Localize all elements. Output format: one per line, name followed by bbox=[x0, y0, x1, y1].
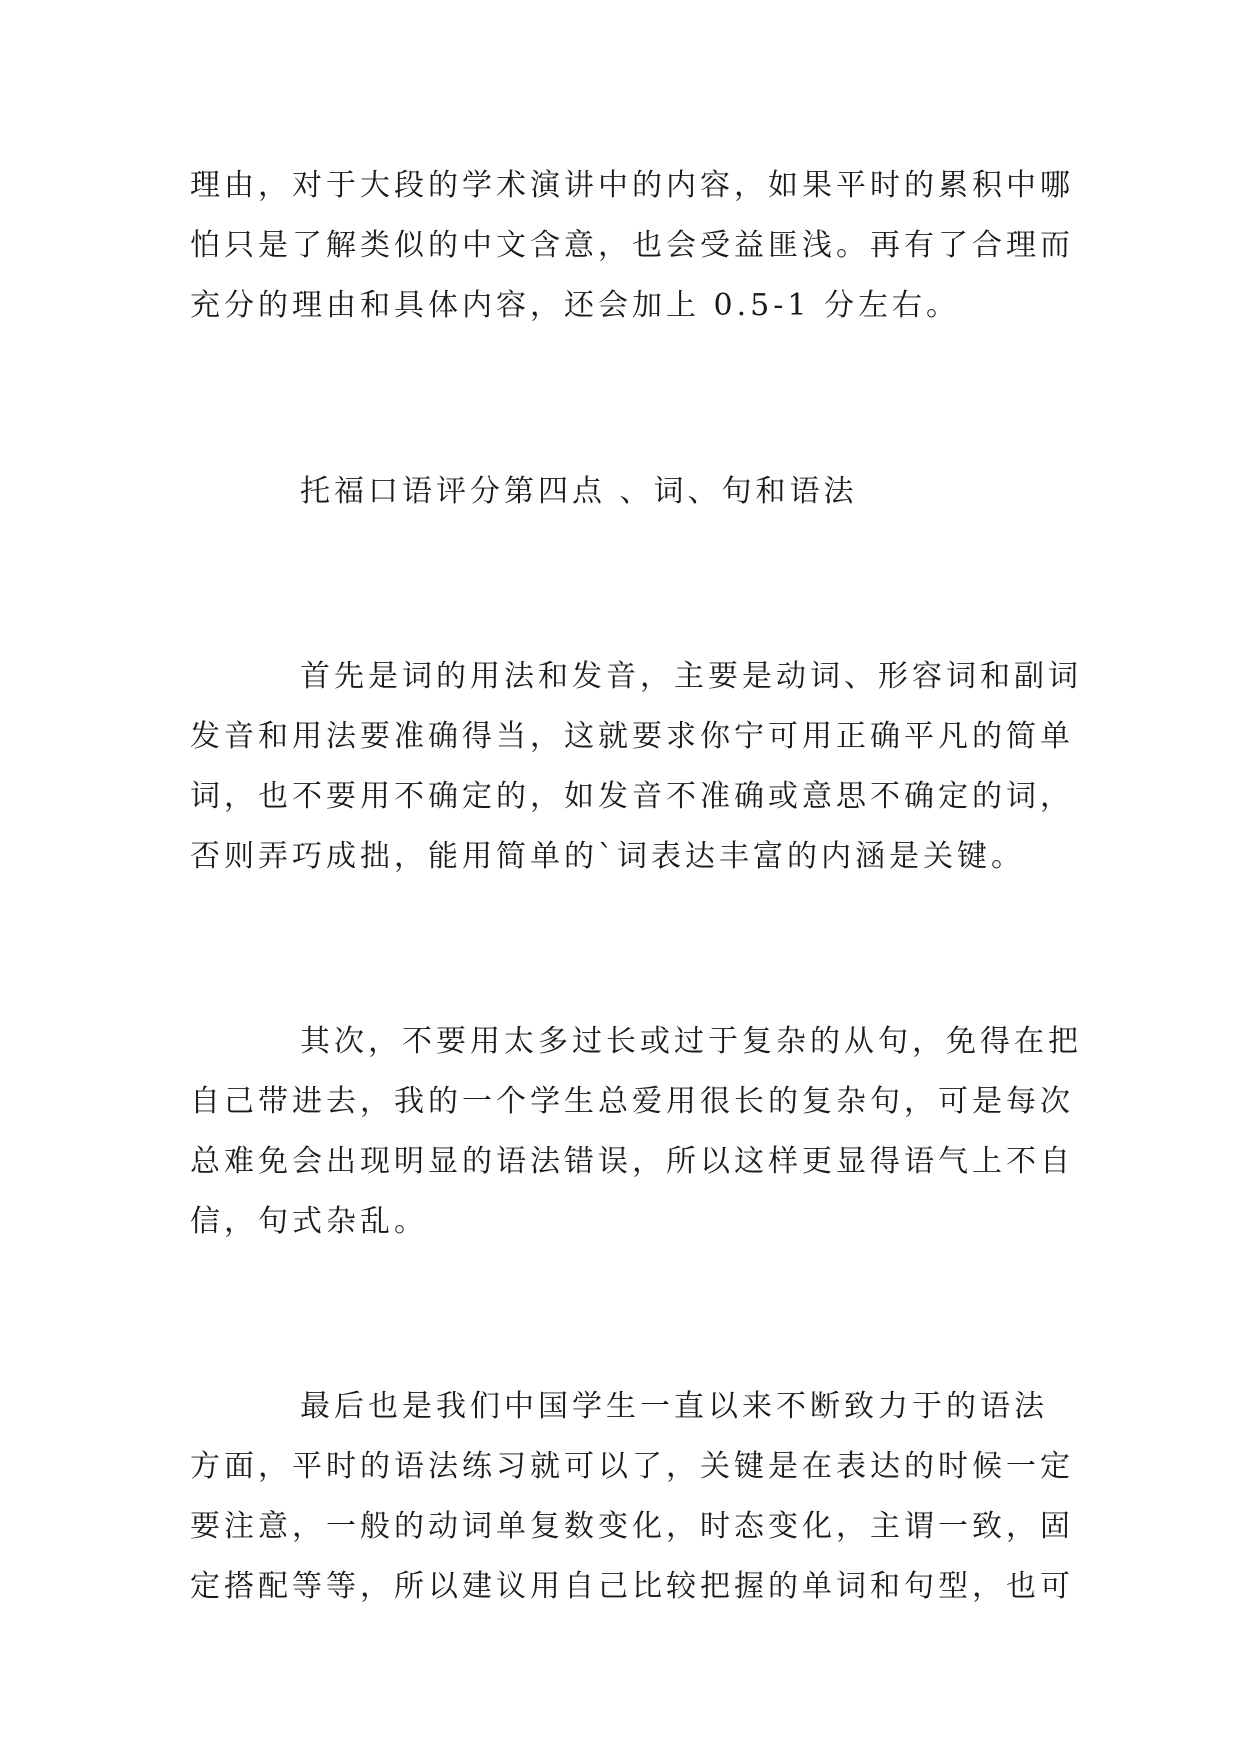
text-line: 信，句式杂乱。 bbox=[190, 1204, 428, 1239]
text-line: 方面，平时的语法练习就可以了，关键是在表达的时候一定 bbox=[190, 1449, 1074, 1484]
text-line: 首先是词的用法和发音，主要是动词、形容词和副词 bbox=[300, 659, 1082, 694]
text-line: 词，也不要用不确定的，如发音不准确或意思不确定的词， bbox=[190, 779, 1074, 814]
text-line: 怕只是了解类似的中文含意，也会受益匪浅。再有了合理而 bbox=[190, 228, 1074, 263]
text-line: 自己带进去，我的一个学生总爱用很长的复杂句，可是每次 bbox=[190, 1084, 1074, 1119]
heading-text: 托福口语评分第四点 、词、句和语法 bbox=[300, 474, 858, 509]
text-line: 其次，不要用太多过长或过于复杂的从句，免得在把 bbox=[300, 1024, 1082, 1059]
text-line: 否则弄巧成拙，能用简单的`词表达丰富的内涵是关键。 bbox=[190, 839, 1025, 874]
text-line: 定搭配等等，所以建议用自己比较把握的单词和句型，也可 bbox=[190, 1569, 1074, 1604]
text-line: 总难免会出现明显的语法错误，所以这样更显得语气上不自 bbox=[190, 1144, 1074, 1179]
text-line: 发音和用法要准确得当，这就要求你宁可用正确平凡的简单 bbox=[190, 719, 1074, 754]
text-line: 最后也是我们中国学生一直以来不断致力于的语法 bbox=[300, 1389, 1048, 1424]
text-line: 充分的理由和具体内容，还会加上 0.5-1 分左右。 bbox=[190, 288, 961, 323]
text-line: 要注意，一般的动词单复数变化，时态变化，主谓一致，固 bbox=[190, 1509, 1074, 1544]
text-line: 理由，对于大段的学术演讲中的内容，如果平时的累积中哪 bbox=[190, 168, 1074, 203]
